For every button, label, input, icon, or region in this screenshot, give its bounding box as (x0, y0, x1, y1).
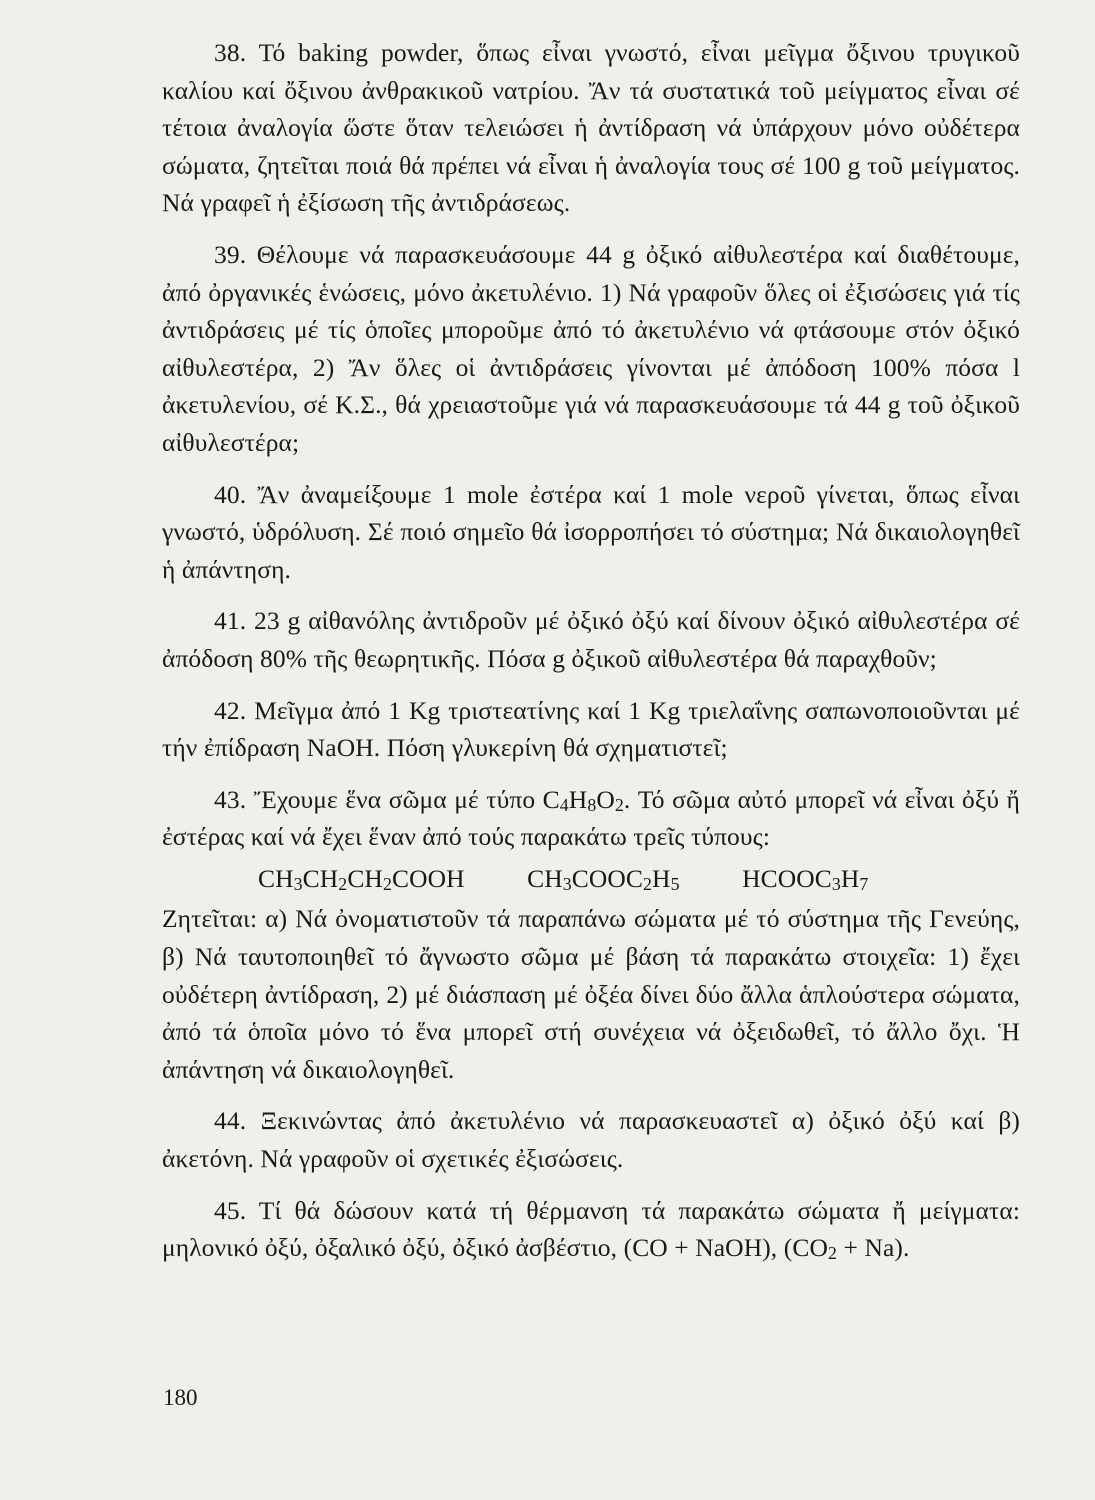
subscript: 2 (614, 794, 624, 815)
problem-text: Ἔχουμε ἕνα σῶμα μέ τύπο C (253, 784, 560, 814)
problem-number: 45. (214, 1195, 247, 1225)
problem-45 (162, 1192, 1020, 1267)
problem-text: Τί θά δώσουν κατά τή θέρμανση τά παρακάτω σώματα ἤ μείγματα: μηλονικό ὀξύ, ὀξαλικό ὀξύ, ὀξικό ἀσβέστιο, (CO + NaOH), (CO (162, 1195, 1021, 1263)
problem-number: 39. (214, 239, 247, 269)
problem-text: + Na). (837, 1233, 910, 1263)
formula-part: O (596, 784, 615, 814)
problem-number: 44. (214, 1106, 247, 1136)
problem-40 (162, 476, 1020, 589)
problem-text: Ξεκινώντας ἀπό ἀκετυλένιο νά παρασκευαστεῖ α) ὀξικό ὀξύ καί β) ἀκετόνη. Νά γραφοῦν οἱ σχετικές ἐξισώσεις. (162, 1106, 1020, 1174)
problem-number: 41. (214, 606, 247, 636)
page-number: 180 (163, 1385, 198, 1410)
formula-ethyl-acetate: $CH_3COOC_2H_5$ (527, 863, 680, 894)
formula-propyl-formate: $HCOOC_3H_7$ (742, 863, 869, 894)
problem-text: Μεῖγμα ἀπό 1 Kg τριστεατίνης καί 1 Kg τριελαΐνης σαπωνοποιοῦνται μέ τήν ἐπίδραση NaOH. Πόση γλυκερίνη θά σχηματιστεῖ; (162, 695, 1020, 763)
formula-butanoic-acid: $CH_3CH_2CH_2COOH$ (258, 863, 465, 894)
problem-43-questions: Ζητεῖται: α) Νά ὀνοματιστοῦν τά παραπάνω σώματα μέ τό σύστημα τῆς Γενεύης, β) Νά ταυτοποιηθεῖ τό ἄγνωστο σῶμα μέ βάση τά παρακάτω στοιχεῖα: 1) ἔχει οὐδέτερη ἀντίδραση, 2) μέ διάσπαση μέ ὀξέα δίνει δύο ἄλλα ἁπλούστερα σώματα, ἀπό τά ὁποῖα μόνο τό ἕνα μπορεῖ στή συνέχεια νά ὀξειδωθεῖ, τό ἄλλο ὄχι. Ἡ ἀπάντηση νά δικαιολογηθεῖ. (162, 904, 1020, 1084)
subscript: 2 (827, 1243, 838, 1264)
problem-41 (162, 602, 1020, 677)
problem-number: 38. (214, 38, 247, 67)
problem-number: 43. (214, 784, 247, 814)
problem-text: 23 g αἰθανόλης ἀντιδροῦν μέ ὀξικό ὀξύ καί δίνουν ὀξικό αἰθυλεστέρα σέ ἀπόδοση 80% τῆς θεωρητικῆς. Πόσα g ὀξικοῦ αἰθυλεστέρα θά παραχθοῦν; (162, 606, 1020, 673)
problem-44 (162, 1102, 1020, 1177)
problem-39 (162, 236, 1020, 462)
subscript: 8 (587, 794, 597, 815)
problem-text: Ἄν ἀναμείξουμε 1 mole ἐστέρα καί 1 mole νεροῦ γίνεται, ὅπως εἶναι γνωστό, ὑδρόλυση. Σέ ποιό σημεῖο θά ἰσορροπήσει τό σύστημα; Νά δικαιολογηθεῖ ἡ ἀπάντηση. (162, 479, 1020, 584)
problem-text: . Τό σῶμα αὐτό μπορεῖ νά εἶναι ὀξύ ἤ ἐστέρας καί νά ἔχει ἕναν ἀπό τούς παρακάτω τρεῖς τύπους: (162, 784, 1020, 852)
problem-42 (162, 692, 1020, 767)
problem-text: Τό baking powder, ὅπως εἶναι γνωστό, εἶναι μεῖγμα ὄξινου τρυγικοῦ καλίου καί ὄξινου ἀνθρακικοῦ νατρίου. Ἄν τά συστατικά τοῦ μείγματος εἶναι σέ τέτοια ἀναλογία ὥστε ὅταν τελειώσει ἡ ἀντίδραση νά ὑπάρχουν μόνο οὐδέτερα σώματα, ζητεῖται ποιά θά πρέπει νά εἶναι ἡ ἀναλογία τους σέ 100 g τοῦ μείγματος. Νά γραφεῖ ἡ ἐξίσωση τῆς ἀντιδράσεως. (162, 38, 1021, 218)
formula-part: H (568, 784, 588, 814)
problem-number: 42. (214, 695, 247, 725)
problem-43-intro (162, 781, 1020, 856)
problem-list (162, 34, 1020, 1281)
subscript: 4 (559, 794, 569, 815)
problem-text: Θέλουμε νά παρασκευάσουμε 44 g ὀξικό αἰθυλεστέρα καί διαθέτουμε, ἀπό ὀργανικές ἑνώσεις, μόνο ἀκετυλένιο. 1) Νά γραφοῦν ὅλες οἱ ἐξισώσεις γιά τίς ἀντιδράσεις μέ τίς ὁποῖες μποροῦμε ἀπό τό ἀκετυλένιο νά φτάσουμε στόν ὀξικό αἰθυλεστέρα, 2) Ἄν ὅλες οἱ ἀντιδράσεις γίνονται μέ ἀπόδοση 100% πόσα l ἀκετυλενίου, σέ Κ.Σ., θά χρειαστοῦμε γιά νά παρασκευάσουμε τά 44 g τοῦ ὀξικοῦ αἰθυλεστέρα; (162, 239, 1020, 457)
problem-number: 40. (214, 479, 247, 509)
problem-43 (162, 781, 1020, 1089)
formula-line (162, 860, 1020, 898)
problem-38 (162, 34, 1020, 222)
